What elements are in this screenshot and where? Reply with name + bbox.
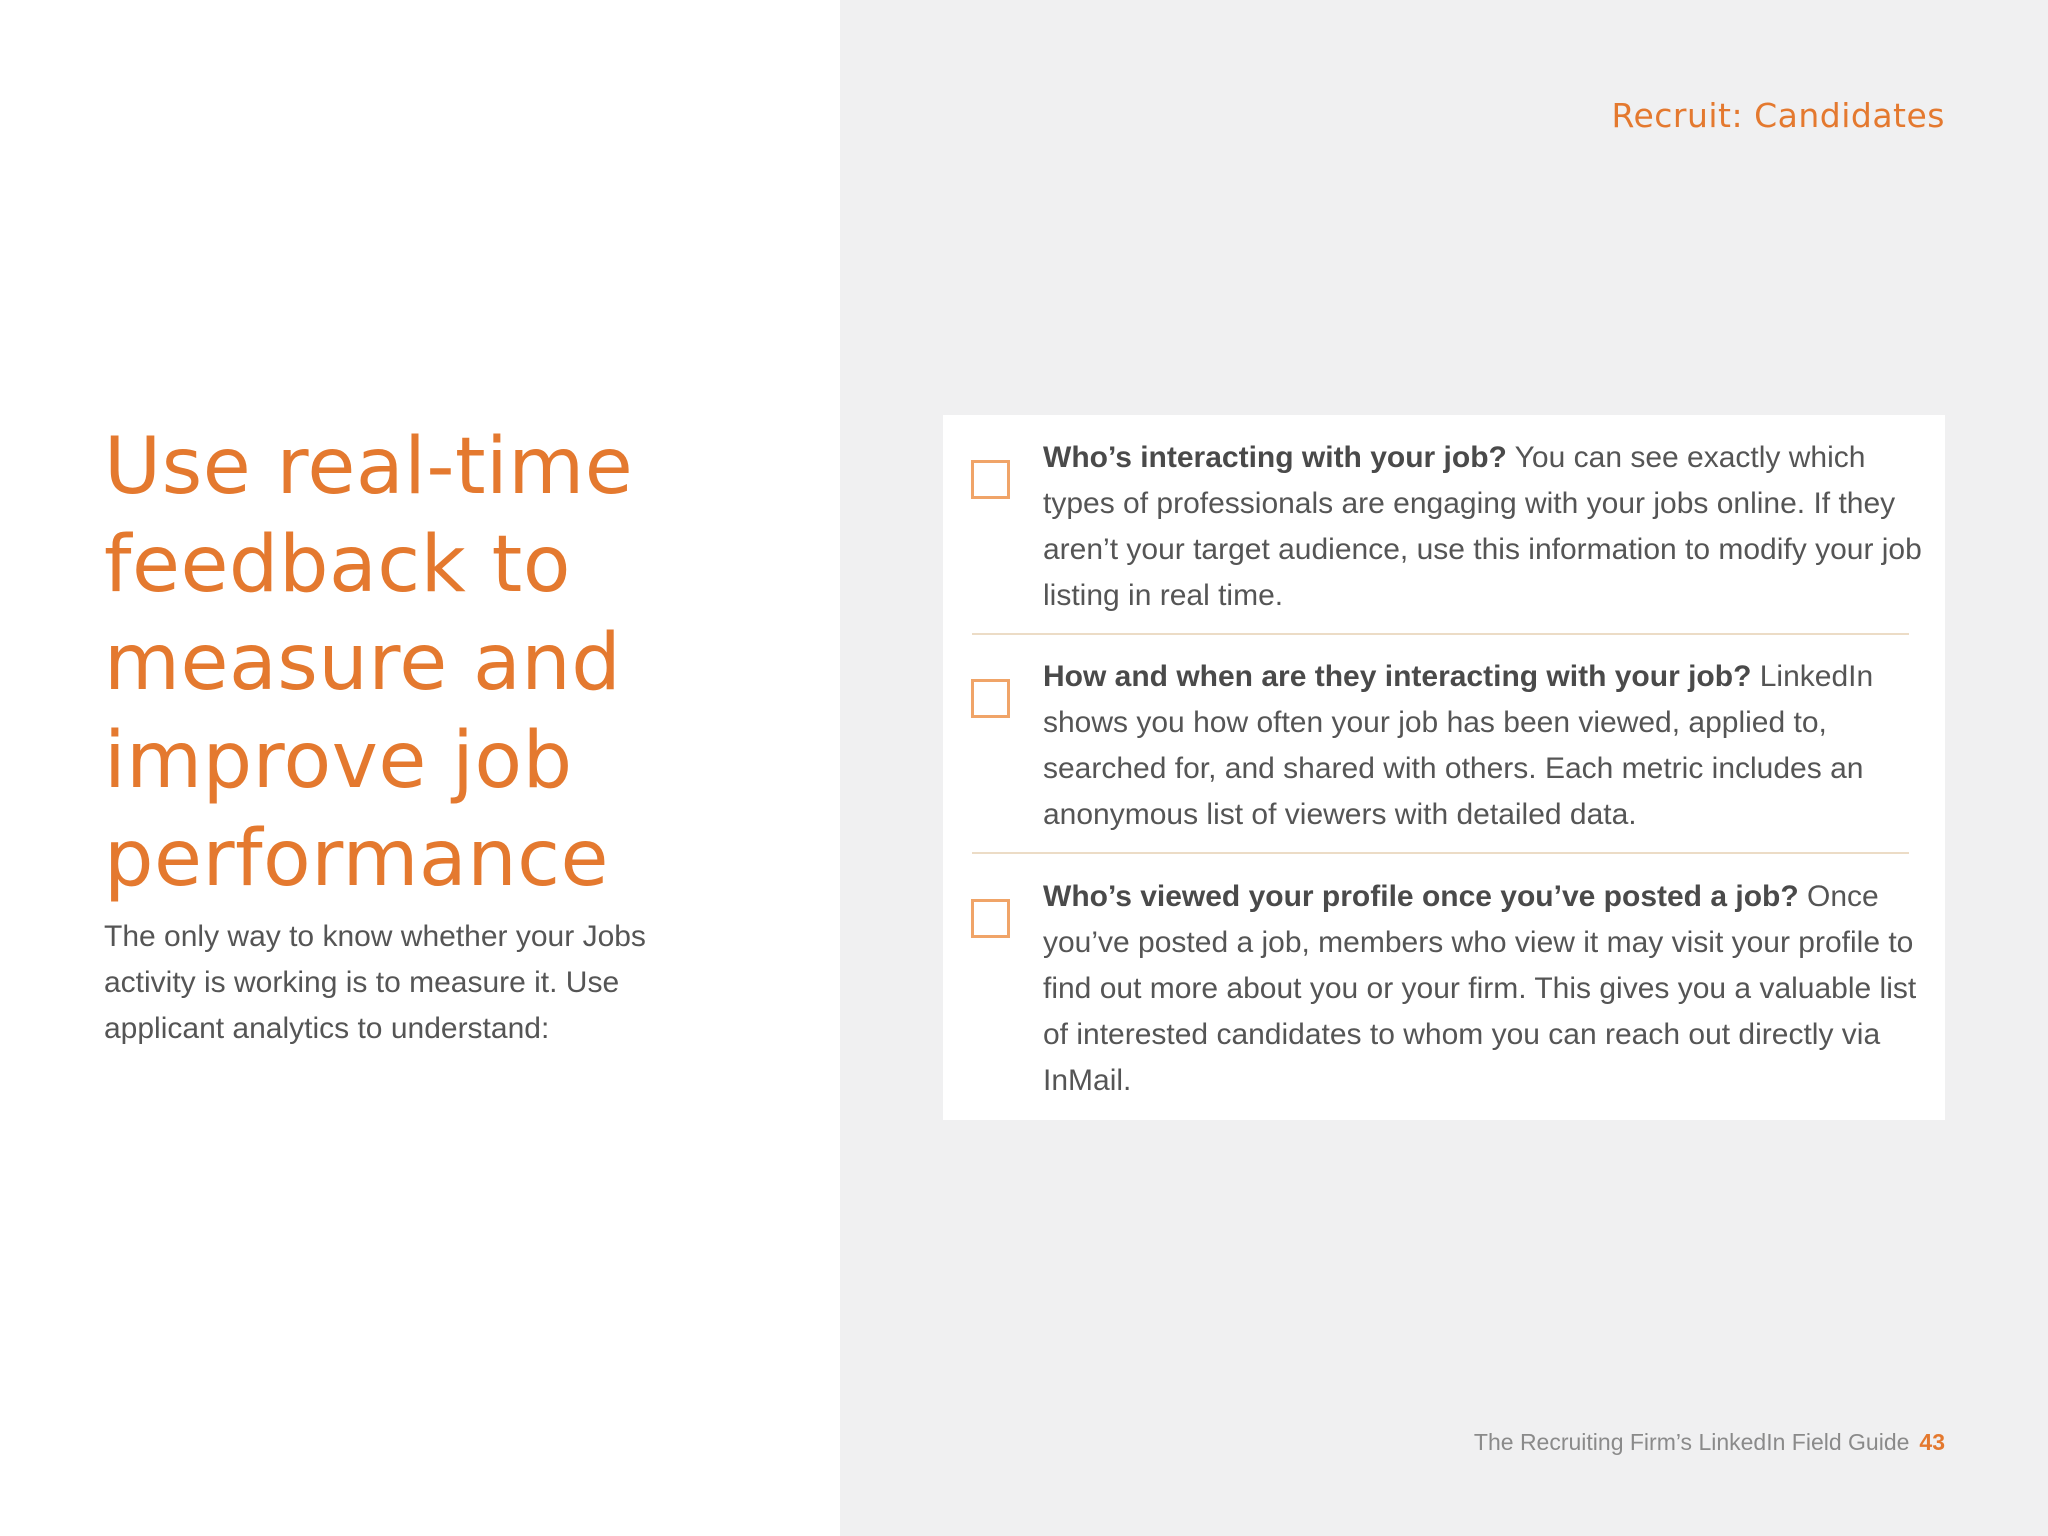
intro-paragraph: The only way to know whether your Jobs activity is working is to measure it. Use applicant analytics to understand:	[104, 920, 646, 1045]
checklist-item-body: You can see exactly which types of professionals are engaging with your jobs online. If they aren’t your target audience, use this information to modify your job listing in real time.	[1043, 441, 1922, 612]
footer-guide-title: The Recruiting Firm’s LinkedIn Field Guide	[1473, 1429, 1910, 1455]
checkbox-icon[interactable]	[971, 460, 1010, 499]
checklist-item-lead: How and when are they interacting with your job?	[1043, 660, 1752, 693]
checkbox-icon[interactable]	[971, 899, 1010, 938]
page-number: 43	[1919, 1429, 1945, 1455]
divider	[972, 633, 1909, 635]
checklist-card	[943, 415, 1945, 1120]
checklist-item-body: Once you’ve posted a job, members who view it may visit your profile to find out more about you or your firm. This gives you a valuable list of interested candidates to whom you can reach out directly via InMail.	[1043, 880, 1917, 1097]
checklist-item-lead: Who’s interacting with your job?	[1043, 441, 1507, 474]
divider	[972, 852, 1909, 854]
section-header: Recruit: Candidates	[1611, 96, 1945, 135]
page-footer	[1474, 1429, 1945, 1456]
checklist-item-body: LinkedIn shows you how often your job has been viewed, applied to, searched for, and shared with others. Each metric includes an anonymous list of viewers with detailed data.	[1043, 660, 1874, 831]
checkbox-icon[interactable]	[971, 679, 1010, 718]
left-panel	[0, 0, 840, 1536]
checklist-item-text	[1043, 874, 1923, 1104]
page-headline: Use real-time feedback to measure and improve job performance	[104, 422, 634, 904]
checklist-item-text	[1043, 435, 1923, 619]
checklist-item-lead: Who’s viewed your profile once you’ve posted a job?	[1043, 880, 1799, 913]
checklist-item-text	[1043, 654, 1923, 838]
